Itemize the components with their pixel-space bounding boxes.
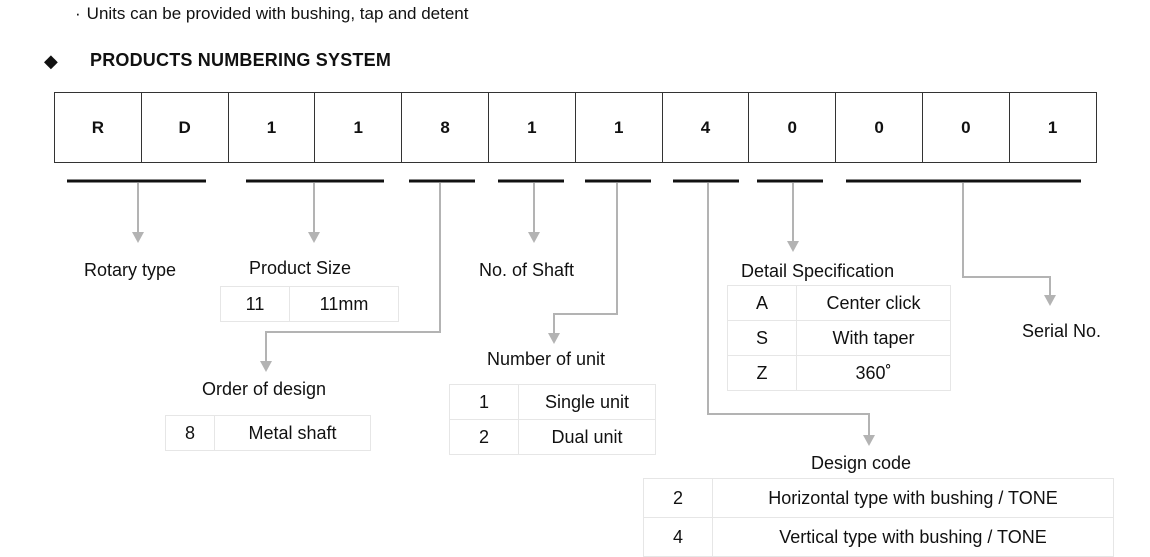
label-detail-spec: Detail Specification	[741, 261, 895, 281]
leader-unit	[554, 183, 617, 335]
table-cell-desc: Single unit	[519, 385, 656, 420]
table-cell-code: S	[728, 321, 797, 356]
table-row	[728, 321, 951, 356]
product-size-table	[220, 286, 399, 322]
table-cell-desc: With taper	[797, 321, 951, 356]
table-cell-code: 8	[166, 416, 215, 451]
code-cell-5: 8	[402, 92, 489, 163]
section-title: PRODUCTS NUMBERING SYSTEM	[90, 50, 392, 70]
label-number-of-unit: Number of unit	[487, 349, 606, 369]
label-design-code: Design code	[811, 453, 912, 473]
table-cell-code: Z	[728, 356, 797, 391]
table-row	[644, 518, 1114, 557]
label-serial-no: Serial No.	[1022, 321, 1102, 341]
table-cell-desc: Vertical type with bushing / TONE	[713, 518, 1114, 557]
code-cell-2: D	[142, 92, 229, 163]
table-row	[166, 416, 371, 451]
table-row	[450, 420, 656, 455]
table-cell-desc: 11mm	[290, 287, 399, 322]
code-cell-1: R	[55, 92, 142, 163]
code-cell-11: 0	[923, 92, 1010, 163]
table-row	[728, 286, 951, 321]
table-cell-code: 1	[450, 385, 519, 420]
code-cell-12: 1	[1010, 92, 1097, 163]
code-cell-3: 1	[229, 92, 316, 163]
label-product-size: Product Size	[249, 258, 352, 278]
table-cell-code: A	[728, 286, 797, 321]
arrow-down-icon	[863, 435, 875, 446]
arrow-down-icon	[260, 361, 272, 372]
diamond-bullet-icon: ◆	[44, 51, 58, 71]
code-cell-6: 1	[489, 92, 576, 163]
bullet-dot: ·	[75, 4, 81, 23]
table-cell-code: 2	[644, 479, 713, 518]
detail-spec-table	[727, 285, 951, 391]
label-rotary-type: Rotary type	[84, 260, 177, 280]
table-row	[644, 479, 1114, 518]
table-cell-code: 4	[644, 518, 713, 557]
table-row	[221, 287, 399, 322]
table-cell-desc: Dual unit	[519, 420, 656, 455]
code-cell-9: 0	[749, 92, 836, 163]
arrow-down-icon	[548, 333, 560, 344]
table-cell-code: 11	[221, 287, 290, 322]
code-cell-7: 1	[576, 92, 663, 163]
table-cell-desc: 360˚	[797, 356, 951, 391]
order-of-design-table	[165, 415, 371, 451]
code-cell-4: 1	[315, 92, 402, 163]
table-row	[450, 385, 656, 420]
table-cell-code: 2	[450, 420, 519, 455]
code-cell-10: 0	[836, 92, 923, 163]
table-cell-desc: Horizontal type with bushing / TONE	[713, 479, 1114, 518]
arrow-down-icon	[528, 232, 540, 243]
arrow-down-icon	[308, 232, 320, 243]
leader-serial	[963, 183, 1050, 297]
arrow-down-icon	[132, 232, 144, 243]
arrow-down-icon	[787, 241, 799, 252]
table-row	[728, 356, 951, 391]
design-code-table	[643, 478, 1114, 557]
intro-text: Units can be provided with bushing, tap and detent	[86, 4, 469, 23]
arrow-down-icon	[1044, 295, 1056, 306]
label-order-of-design: Order of design	[202, 379, 327, 399]
table-cell-desc: Center click	[797, 286, 951, 321]
number-of-unit-table	[449, 384, 656, 455]
table-cell-desc: Metal shaft	[215, 416, 371, 451]
label-no-of-shaft: No. of Shaft	[479, 260, 575, 280]
code-cell-8: 4	[663, 92, 750, 163]
